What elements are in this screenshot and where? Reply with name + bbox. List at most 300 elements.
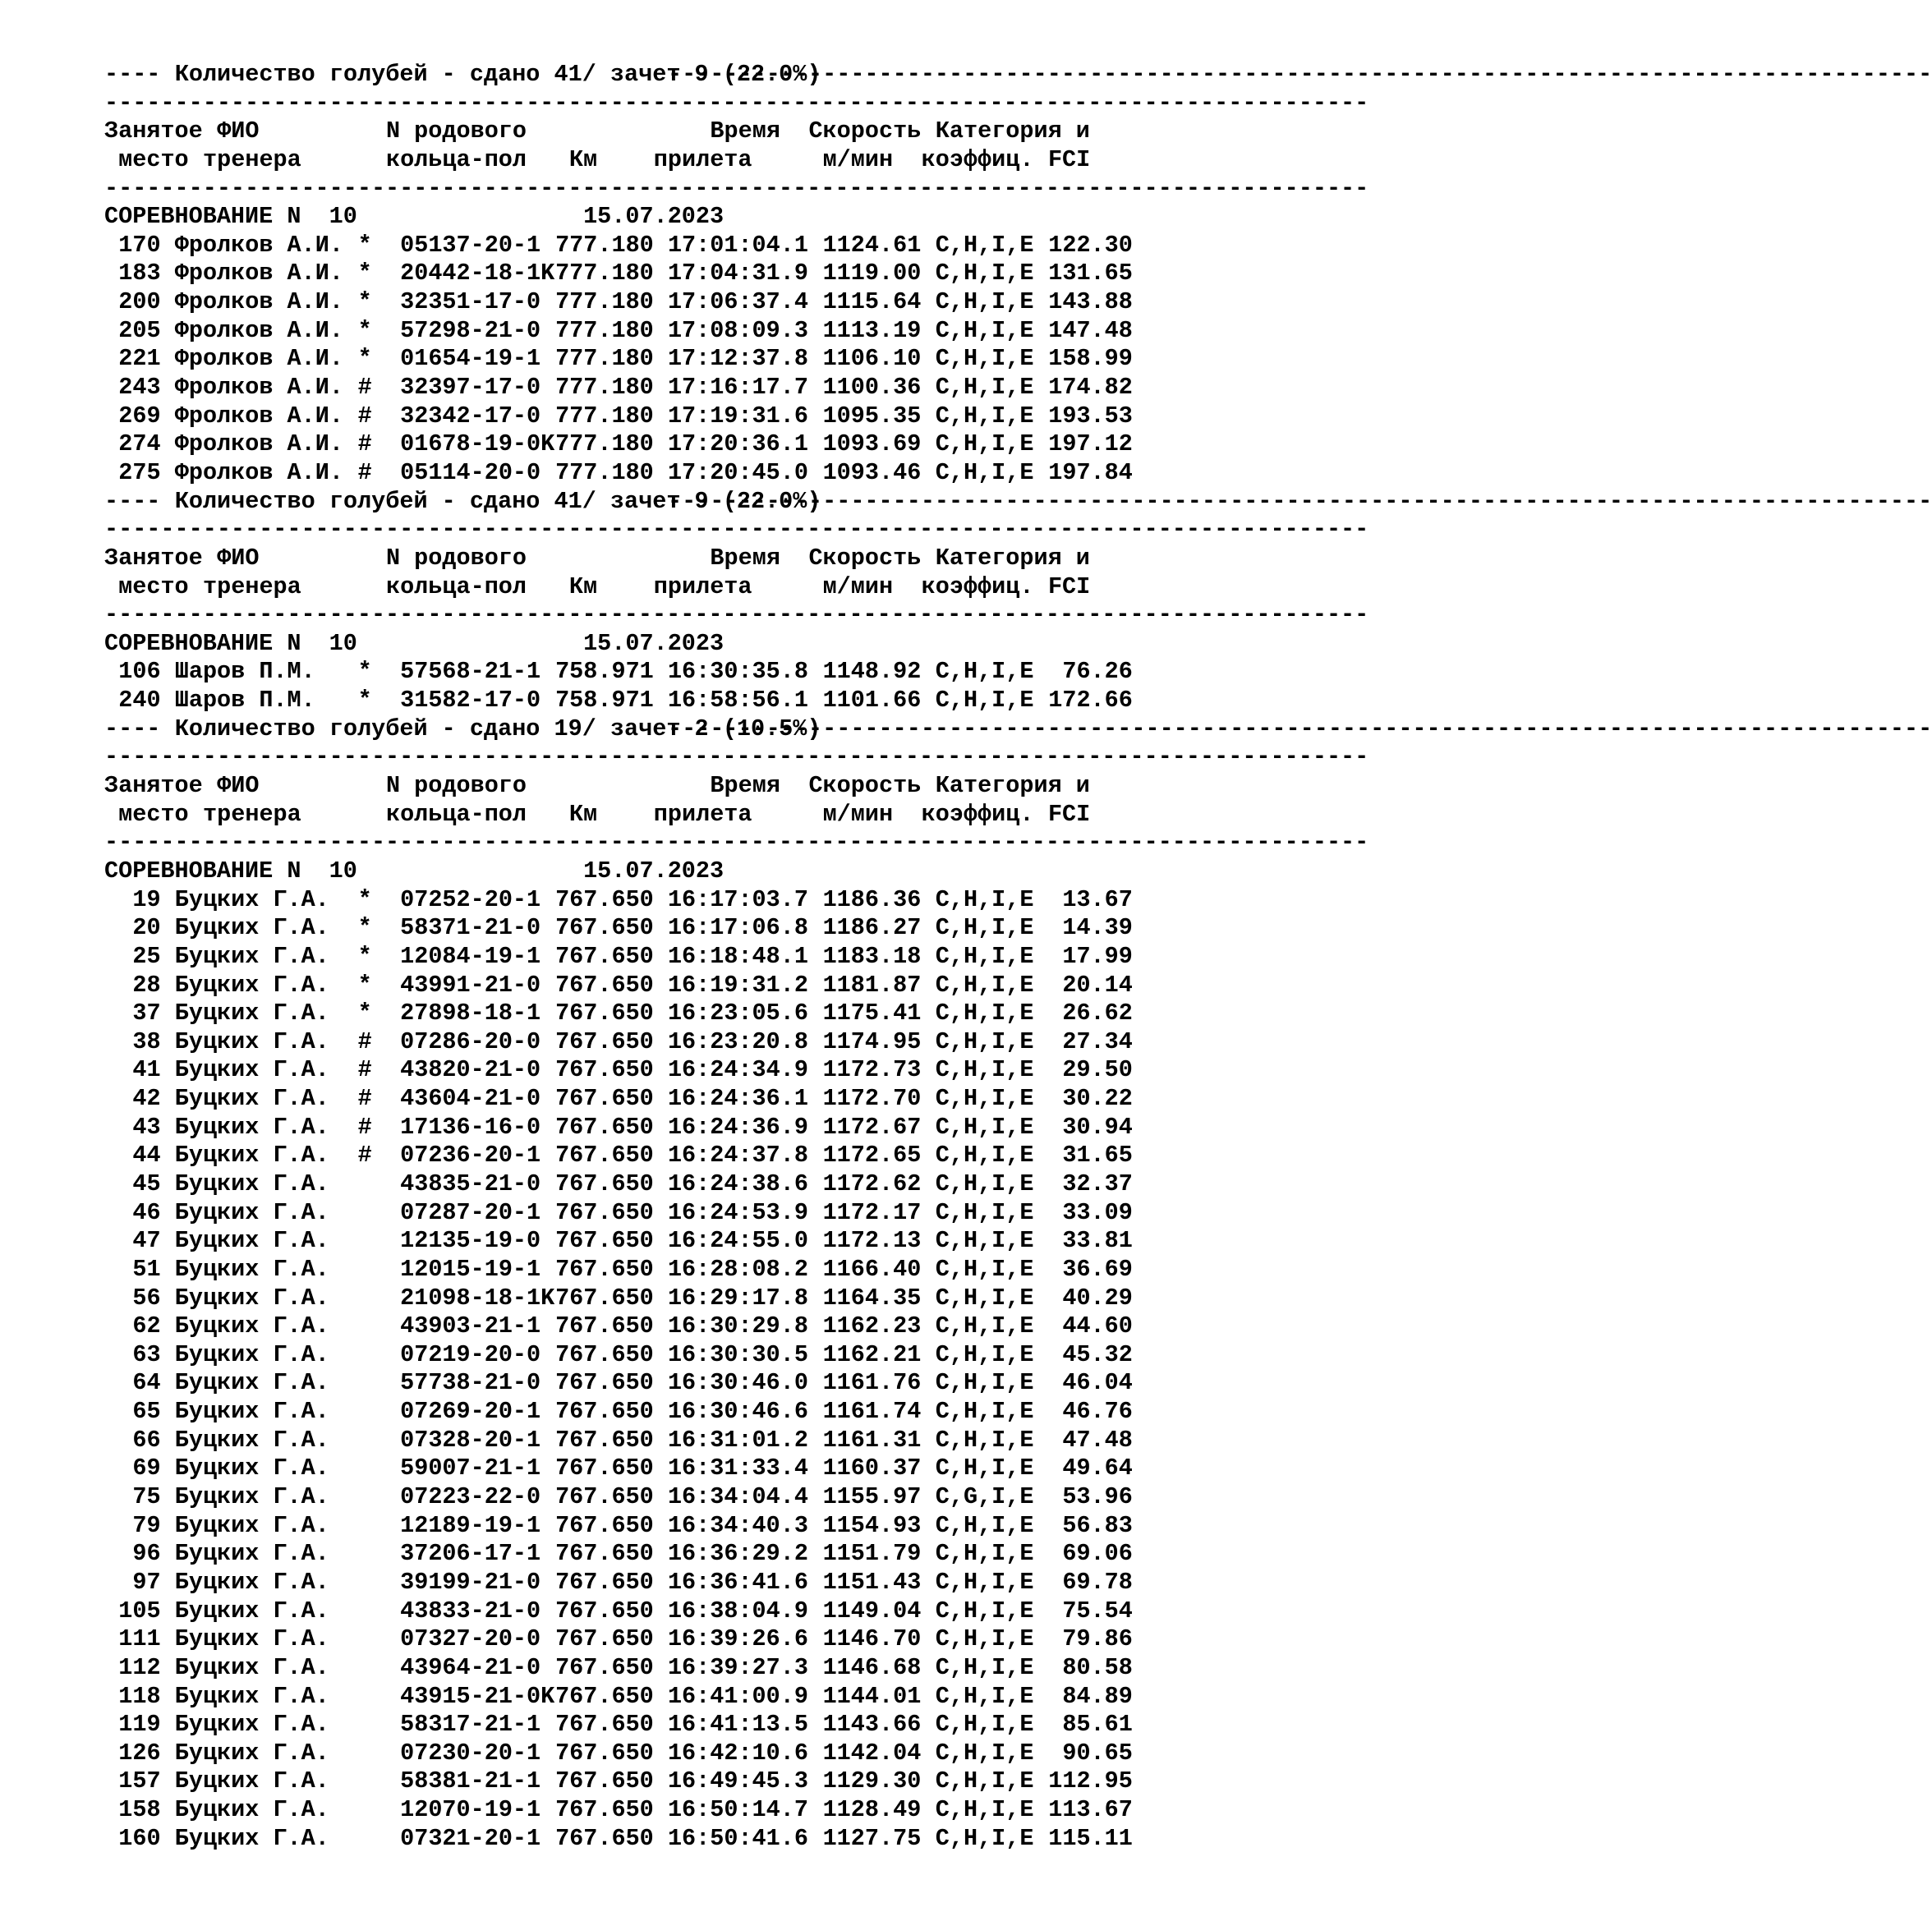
cell-place: 64 [132,1369,161,1397]
cell-speed: 1151.43 [822,1568,922,1596]
competition-title: СОРЕВНОВАНИЕ N 10 [104,629,357,657]
cell-name: Фролков А.И. [174,458,343,486]
summary-line [104,715,1932,744]
cell-speed: 1172.13 [822,1227,922,1255]
cell-coef: 45.32 [1062,1340,1133,1368]
cell-km: 777.180 [555,288,654,316]
cell-ring: 59007-21-1 [400,1455,541,1482]
header-ring-2: кольца-пол [385,800,527,828]
cell-ring: 07219-20-0 [400,1340,541,1368]
cell-mark: # [357,1056,372,1084]
table-row [104,1199,1133,1228]
cell-time: 16:24:36.1 [667,1085,808,1113]
table-row [104,1284,1133,1313]
cell-ring: 57738-21-0 [400,1369,541,1397]
table-row [104,232,1133,260]
cell-time: 17:12:37.8 [667,345,808,373]
cell-coef: 122.30 [1048,231,1133,259]
cell-km: 767.650 [555,1568,654,1596]
cell-name: Фролков А.И. [174,402,343,430]
cell-coef: 147.48 [1048,316,1133,344]
competition-date: 15.07.2023 [583,203,724,231]
cell-category: C,H,I,E [935,1711,1034,1739]
cell-ring: 07236-20-1 [400,1142,541,1170]
cell-km: 767.650 [555,1597,654,1625]
cell-speed: 1093.46 [822,458,922,486]
cell-time: 16:30:46.6 [667,1398,808,1426]
cell-speed: 1129.30 [822,1767,922,1795]
cell-ring: 07287-20-1 [400,1198,541,1226]
cell-mark: # [357,1113,372,1141]
cell-time: 17:01:04.1 [667,231,808,259]
header-speed: Скорость [808,544,922,572]
cell-place: 19 [132,885,161,913]
cell-km: 767.650 [555,1653,654,1681]
cell-coef: 197.12 [1048,430,1133,458]
cell-km: 767.650 [555,1739,654,1767]
table-row [104,1427,1133,1455]
cell-mark: * [357,288,372,316]
cell-place: 240 [118,687,161,715]
table-row [104,1625,1133,1654]
cell-name: Буцких Г.А. [174,1568,329,1596]
cell-name: Буцких Г.А. [174,1255,329,1283]
cell-ring: 32397-17-0 [400,374,541,402]
cell-km: 767.650 [555,1170,654,1197]
cell-km: 767.650 [555,971,654,999]
cell-name: Буцких Г.А. [174,1540,329,1568]
cell-coef: 79.86 [1062,1625,1133,1653]
cell-km: 777.180 [555,260,654,287]
dash-separator [104,829,1369,857]
cell-coef: 112.95 [1048,1767,1133,1795]
header-ring: N родового [385,117,527,145]
table-row [104,1256,1133,1284]
cell-mark: * [357,316,372,344]
cell-coef: 113.67 [1048,1796,1133,1824]
cell-place: 46 [132,1198,161,1226]
cell-coef: 49.64 [1062,1455,1133,1482]
summary-text: Количество голубей - сдано 41/ зачет 9 (22.0%) [174,487,821,515]
cell-ring: 32342-17-0 [400,402,541,430]
header-ring-2: кольца-пол [385,572,527,600]
cell-time: 16:34:04.4 [667,1483,808,1511]
header-ring-2: кольца-пол [385,145,527,173]
cell-name: Буцких Г.А. [174,1711,329,1739]
dash-separator [104,516,1369,545]
header-category: Категория и [935,544,1090,572]
header-time-2: прилета [653,800,752,828]
cell-ring: 27898-18-1 [400,1000,541,1027]
cell-ring: 07223-22-0 [400,1483,541,1511]
cell-mark: * [357,231,372,259]
summary-dashes: ------------------------------------------------------------------------------------------ [667,715,1932,742]
cell-category: C,H,I,E [935,260,1034,287]
cell-speed: 1100.36 [822,374,922,402]
cell-time: 17:08:09.3 [667,316,808,344]
cell-speed: 1172.70 [822,1085,922,1113]
cell-mark: # [357,1142,372,1170]
cell-place: 221 [118,345,161,373]
header-time: Время [710,772,780,800]
table-row [104,658,1133,687]
cell-name: Буцких Г.А. [174,1426,329,1454]
competition-title: СОРЕВНОВАНИЕ N 10 [104,203,357,231]
cell-time: 16:23:20.8 [667,1027,808,1055]
cell-km: 767.650 [555,1767,654,1795]
cell-name: Фролков А.И. [174,345,343,373]
cell-km: 777.180 [555,374,654,402]
cell-speed: 1093.69 [822,430,922,458]
cell-coef: 75.54 [1062,1597,1133,1625]
header-speed: Скорость [808,117,922,145]
cell-speed: 1149.04 [822,1597,922,1625]
cell-category: C,H,I,E [935,1426,1034,1454]
header-ring: N родового [385,772,527,800]
cell-name: Буцких Г.А. [174,1739,329,1767]
header-coef: коэффиц. [921,145,1034,173]
header-speed-2: м/мин [822,572,894,600]
cell-coef: 90.65 [1062,1739,1133,1767]
cell-time: 16:24:37.8 [667,1142,808,1170]
summary-dashes: ------------------------------------------------------------------------------------------ [667,61,1932,88]
cell-km: 767.650 [555,1340,654,1368]
cell-km: 777.180 [555,231,654,259]
cell-name: Фролков А.И. [174,316,343,344]
cell-name: Буцких Г.А. [174,1198,329,1226]
header-time: Время [710,544,780,572]
cell-category: C,H,I,E [935,430,1034,458]
dash-text: ------------------------------------------------------------------------------------------ [104,174,1369,202]
cell-category: C,H,I,E [935,458,1034,486]
cell-ring: 05114-20-0 [400,458,541,486]
cell-speed: 1186.36 [822,885,922,913]
cell-place: 118 [118,1682,161,1710]
cell-speed: 1101.66 [822,687,922,715]
cell-place: 158 [118,1796,161,1824]
cell-km: 767.650 [555,1682,654,1710]
cell-category: C,H,I,E [935,1455,1034,1482]
cell-km: 758.971 [555,658,654,686]
cell-name: Буцких Г.А. [174,942,329,970]
cell-category: C,H,I,E [935,231,1034,259]
header-row-1 [104,772,1133,801]
cell-place: 105 [118,1597,161,1625]
cell-place: 56 [132,1284,161,1312]
cell-time: 16:17:06.8 [667,914,808,942]
cell-km: 758.971 [555,687,654,715]
cell-place: 126 [118,1739,161,1767]
cell-coef: 197.84 [1048,458,1133,486]
cell-speed: 1172.73 [822,1056,922,1084]
cell-time: 16:31:33.4 [667,1455,808,1482]
cell-coef: 56.83 [1062,1511,1133,1539]
dash-separator [104,89,1369,118]
header-fci: FCI [1047,145,1091,173]
cell-ring: 07230-20-1 [400,1739,541,1767]
cell-coef: 85.61 [1062,1711,1133,1739]
cell-coef: 115.11 [1048,1824,1133,1852]
cell-place: 160 [118,1824,161,1852]
cell-time: 16:24:55.0 [667,1227,808,1255]
cell-time: 16:49:45.3 [667,1767,808,1795]
table-row [104,317,1133,346]
header-place-2: место [118,145,189,173]
cell-km: 777.180 [555,458,654,486]
cell-ring: 43903-21-1 [400,1312,541,1340]
cell-time: 16:24:38.6 [667,1170,808,1197]
table-row [104,1056,1133,1085]
table-row [104,459,1133,488]
cell-speed: 1144.01 [822,1682,922,1710]
cell-place: 200 [118,288,161,316]
cell-time: 16:58:56.1 [667,687,808,715]
header-row-1 [104,545,1133,573]
cell-time: 16:30:30.5 [667,1340,808,1368]
competition-title-line [104,203,1133,232]
cell-ring: 32351-17-0 [400,288,541,316]
cell-name: Буцких Г.А. [174,1227,329,1255]
table-row [104,1483,1133,1512]
cell-category: C,H,I,E [935,1568,1034,1596]
cell-coef: 33.81 [1062,1227,1133,1255]
cell-ring: 07286-20-0 [400,1027,541,1055]
cell-mark: # [357,430,372,458]
header-speed-2: м/мин [822,145,894,173]
header-name-2: тренера [203,800,301,828]
cell-place: 112 [118,1653,161,1681]
table-row [104,1512,1133,1541]
summary-prefix: ---- [104,61,161,88]
cell-name: Буцких Г.А. [174,1142,329,1170]
table-row [104,1227,1133,1256]
cell-name: Буцких Г.А. [174,1027,329,1055]
cell-coef: 84.89 [1062,1682,1133,1710]
cell-coef: 76.26 [1062,658,1133,686]
header-coef: коэффиц. [921,800,1034,828]
cell-coef: 131.65 [1048,260,1133,287]
cell-place: 275 [118,458,161,486]
header-name-2: тренера [203,145,301,173]
cell-category: C,H,I,E [935,402,1034,430]
table-row [104,886,1133,915]
cell-category: C,H,I,E [935,1767,1034,1795]
cell-place: 65 [132,1398,161,1426]
table-row [104,1369,1133,1398]
cell-name: Буцких Г.А. [174,1312,329,1340]
cell-ring: 58317-21-1 [400,1711,541,1739]
cell-name: Буцких Г.А. [174,1085,329,1113]
cell-speed: 1161.31 [822,1426,922,1454]
table-row [104,1825,1133,1854]
cell-ring: 07269-20-1 [400,1398,541,1426]
cell-name: Буцких Г.А. [174,1113,329,1141]
cell-speed: 1172.17 [822,1198,922,1226]
cell-speed: 1106.10 [822,345,922,373]
cell-ring: 12084-19-1 [400,942,541,970]
cell-category: C,H,I,E [935,1340,1034,1368]
cell-km: 767.650 [555,1796,654,1824]
cell-category: C,H,I,E [935,1369,1034,1397]
results-page [104,61,1932,1853]
cell-ring: 43604-21-0 [400,1085,541,1113]
header-name: ФИО [217,772,260,800]
table-row [104,430,1133,459]
cell-place: 183 [118,260,161,287]
cell-ring: 01654-19-1 [400,345,541,373]
cell-km: 767.650 [555,914,654,942]
cell-speed: 1124.61 [822,231,922,259]
cell-speed: 1151.79 [822,1540,922,1568]
cell-place: 63 [132,1340,161,1368]
cell-place: 25 [132,942,161,970]
header-place: Занятое [104,544,203,572]
cell-category: C,H,I,E [935,942,1034,970]
cell-time: 16:23:05.6 [667,1000,808,1027]
cell-category: C,H,I,E [935,885,1034,913]
cell-speed: 1154.93 [822,1511,922,1539]
header-time: Время [710,117,780,145]
header-km: Км [568,145,598,173]
header-speed-2: м/мин [822,800,894,828]
header-place-2: место [118,800,189,828]
dash-separator [104,743,1369,772]
cell-time: 16:36:41.6 [667,1568,808,1596]
header-km: Км [568,800,598,828]
cell-mark: # [357,1027,372,1055]
cell-place: 66 [132,1426,161,1454]
cell-km: 767.650 [555,1824,654,1852]
cell-mark: # [357,374,372,402]
cell-speed: 1146.68 [822,1653,922,1681]
cell-km: 767.650 [555,1511,654,1539]
cell-coef: 30.22 [1062,1085,1133,1113]
cell-category: C,H,I,E [935,1198,1034,1226]
cell-coef: 143.88 [1048,288,1133,316]
cell-category: C,H,I,E [935,374,1034,402]
cell-name: Буцких Г.А. [174,1682,329,1710]
cell-km: 767.650 [555,1711,654,1739]
header-fci: FCI [1047,800,1091,828]
cell-time: 16:17:03.7 [667,885,808,913]
header-name: ФИО [217,117,260,145]
header-place: Занятое [104,772,203,800]
cell-speed: 1115.64 [822,288,922,316]
cell-km: 767.650 [555,1113,654,1141]
cell-time: 16:36:29.2 [667,1540,808,1568]
cell-category: C,H,I,E [935,1142,1034,1170]
header-fci: FCI [1047,572,1091,600]
cell-ring: 12015-19-1 [400,1255,541,1283]
cell-km: 767.650 [555,1198,654,1226]
cell-km: 767.650 [555,942,654,970]
header-category: Категория и [935,772,1090,800]
table-row [104,914,1133,943]
table-row [104,345,1133,374]
cell-category: C,H,I,E [935,1027,1034,1055]
cell-coef: 69.78 [1062,1568,1133,1596]
cell-name: Фролков А.И. [174,430,343,458]
cell-ring: 43964-21-0 [400,1653,541,1681]
table-row [104,374,1133,402]
competition-date: 15.07.2023 [583,857,724,885]
cell-mark: * [357,687,372,715]
cell-name: Буцких Г.А. [174,971,329,999]
cell-name: Фролков А.И. [174,374,343,402]
cell-place: 69 [132,1455,161,1482]
cell-speed: 1143.66 [822,1711,922,1739]
cell-time: 16:39:27.3 [667,1653,808,1681]
cell-time: 16:24:36.9 [667,1113,808,1141]
cell-place: 47 [132,1227,161,1255]
cell-km: 777.180 [555,345,654,373]
cell-name: Буцких Г.А. [174,1824,329,1852]
cell-place: 44 [132,1142,161,1170]
cell-name: Буцких Г.А. [174,1511,329,1539]
cell-place: 111 [118,1625,161,1653]
cell-name: Буцких Г.А. [174,1398,329,1426]
cell-place: 243 [118,374,161,402]
cell-category: C,H,I,E [935,1056,1034,1084]
cell-speed: 1146.70 [822,1625,922,1653]
table-row [104,288,1133,317]
header-place: Занятое [104,117,203,145]
cell-time: 16:18:48.1 [667,942,808,970]
table-row [104,1028,1133,1057]
cell-coef: 26.62 [1062,1000,1133,1027]
cell-km: 767.650 [555,1398,654,1426]
cell-category: C,H,I,E [935,345,1034,373]
cell-speed: 1172.65 [822,1142,922,1170]
cell-name: Фролков А.И. [174,288,343,316]
cell-category: C,H,I,E [935,1255,1034,1283]
table-row [104,402,1133,431]
competition-title-line [104,857,1133,886]
dash-text: ------------------------------------------------------------------------------------------ [104,601,1369,629]
cell-mark: * [357,885,372,913]
cell-time: 17:04:31.9 [667,260,808,287]
table-row [104,1683,1133,1712]
cell-km: 767.650 [555,1255,654,1283]
cell-speed: 1161.74 [822,1398,922,1426]
cell-km: 767.650 [555,1312,654,1340]
cell-ring: 57568-21-1 [400,658,541,686]
table-row [104,1739,1133,1768]
cell-time: 16:50:41.6 [667,1824,808,1852]
cell-category: C,H,I,E [935,1284,1034,1312]
cell-place: 96 [132,1540,161,1568]
header-category: Категория и [935,117,1090,145]
cell-speed: 1183.18 [822,942,922,970]
cell-time: 16:41:13.5 [667,1711,808,1739]
header-ring: N родового [385,544,527,572]
cell-mark: * [357,1000,372,1027]
cell-name: Буцких Г.А. [174,914,329,942]
cell-mark: * [357,914,372,942]
summary-text: Количество голубей - сдано 41/ зачет 9 (22.0%) [174,61,821,88]
table-row [104,1711,1133,1739]
cell-coef: 80.58 [1062,1653,1133,1681]
dash-text: ------------------------------------------------------------------------------------------ [104,516,1369,544]
table-row [104,1341,1133,1370]
table-row [104,1114,1133,1142]
cell-coef: 69.06 [1062,1540,1133,1568]
cell-speed: 1162.23 [822,1312,922,1340]
cell-name: Буцких Г.А. [174,1340,329,1368]
cell-place: 97 [132,1568,161,1596]
cell-place: 20 [132,914,161,942]
cell-coef: 44.60 [1062,1312,1133,1340]
